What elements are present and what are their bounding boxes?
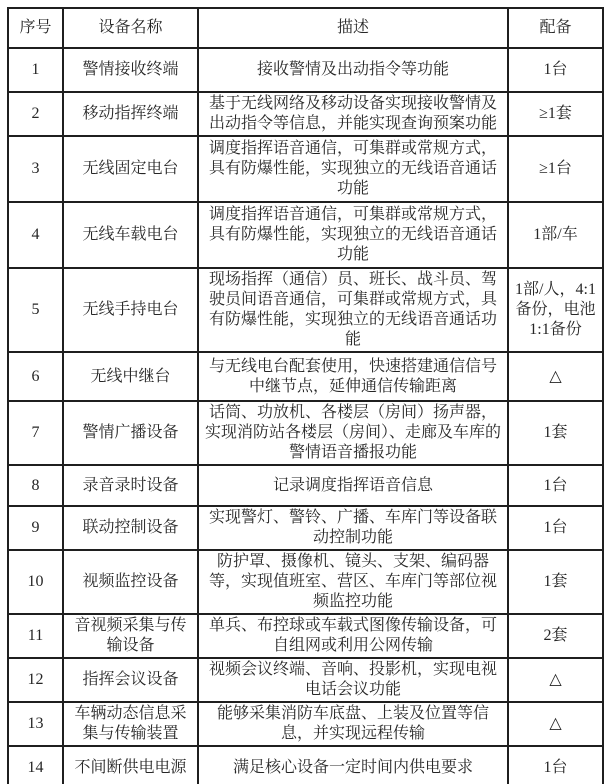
cell-qty: 2套 xyxy=(508,614,603,658)
cell-desc: 接收警情及出动指令等功能 xyxy=(198,48,508,92)
cell-no: 9 xyxy=(8,506,63,550)
header-name: 设备名称 xyxy=(63,8,198,48)
header-desc: 描述 xyxy=(198,8,508,48)
cell-desc: 单兵、布控球或车载式图像传输设备，可自组网或利用公网传输 xyxy=(198,614,508,658)
table-row xyxy=(8,352,603,401)
cell-desc: 防护罩、摄像机、镜头、支架、编码器等，实现值班室、营区、车库门等部位视频监控功能 xyxy=(198,550,508,614)
header-qty: 配备 xyxy=(508,8,603,48)
table-row xyxy=(8,401,603,465)
cell-qty: △ xyxy=(508,658,603,702)
cell-no: 4 xyxy=(8,202,63,268)
cell-name: 录音录时设备 xyxy=(63,465,198,506)
cell-name: 不间断供电电源 xyxy=(63,746,198,784)
cell-name: 警情广播设备 xyxy=(63,401,198,465)
cell-name: 音视频采集与传输设备 xyxy=(63,614,198,658)
cell-no: 7 xyxy=(8,401,63,465)
cell-no: 5 xyxy=(8,268,63,352)
table-row xyxy=(8,465,603,506)
cell-name: 移动指挥终端 xyxy=(63,92,198,136)
cell-no: 12 xyxy=(8,658,63,702)
cell-desc: 满足核心设备一定时间内供电要求 xyxy=(198,746,508,784)
table-row xyxy=(8,202,603,268)
cell-qty: 1套 xyxy=(508,550,603,614)
cell-no: 3 xyxy=(8,136,63,202)
cell-no: 6 xyxy=(8,352,63,401)
cell-no: 2 xyxy=(8,92,63,136)
cell-name: 车辆动态信息采集与传输装置 xyxy=(63,702,198,746)
cell-name: 无线固定电台 xyxy=(63,136,198,202)
cell-qty: 1部/车 xyxy=(508,202,603,268)
cell-desc: 调度指挥语音通信，可集群或常规方式，具有防爆性能，实现独立的无线语音通话功能 xyxy=(198,202,508,268)
cell-name: 视频监控设备 xyxy=(63,550,198,614)
table-row xyxy=(8,658,603,702)
cell-qty: 1部/人，4:1备份，电池1:1备份 xyxy=(508,268,603,352)
table-row xyxy=(8,506,603,550)
cell-desc: 与无线电台配套使用，快速搭建通信信号中继节点，延伸通信传输距离 xyxy=(198,352,508,401)
table-row xyxy=(8,136,603,202)
table-row xyxy=(8,268,603,352)
table-row xyxy=(8,550,603,614)
cell-qty: △ xyxy=(508,352,603,401)
cell-desc: 实现警灯、警铃、广播、车库门等设备联动控制功能 xyxy=(198,506,508,550)
cell-no: 1 xyxy=(8,48,63,92)
cell-desc: 现场指挥（通信）员、班长、战斗员、驾驶员间语音通信，可集群或常规方式，具有防爆性能，实现独立的无线语音通话功能 xyxy=(198,268,508,352)
table-row xyxy=(8,48,603,92)
cell-no: 14 xyxy=(8,746,63,784)
cell-qty: 1套 xyxy=(508,401,603,465)
equipment-table xyxy=(7,7,604,784)
cell-desc: 调度指挥语音通信，可集群或常规方式，具有防爆性能，实现独立的无线语音通话功能 xyxy=(198,136,508,202)
header-row xyxy=(8,8,603,48)
cell-name: 指挥会议设备 xyxy=(63,658,198,702)
table-row xyxy=(8,702,603,746)
header-no: 序号 xyxy=(8,8,63,48)
cell-qty: 1台 xyxy=(508,506,603,550)
cell-qty: 1台 xyxy=(508,465,603,506)
cell-no: 13 xyxy=(8,702,63,746)
cell-qty: △ xyxy=(508,702,603,746)
cell-desc: 能够采集消防车底盘、上装及位置等信息，并实现远程传输 xyxy=(198,702,508,746)
cell-desc: 话筒、功放机、各楼层（房间）扬声器，实现消防站各楼层（房间）、走廊及车库的警情语音播报功能 xyxy=(198,401,508,465)
table-row xyxy=(8,614,603,658)
cell-name: 无线手持电台 xyxy=(63,268,198,352)
cell-qty: 1台 xyxy=(508,48,603,92)
cell-name: 联动控制设备 xyxy=(63,506,198,550)
cell-desc: 视频会议终端、音响、投影机，实现电视电话会议功能 xyxy=(198,658,508,702)
cell-desc: 基于无线网络及移动设备实现接收警情及出动指令等信息，并能实现查询预案功能 xyxy=(198,92,508,136)
cell-qty: ≥1套 xyxy=(508,92,603,136)
cell-qty: 1台 xyxy=(508,746,603,784)
cell-no: 8 xyxy=(8,465,63,506)
cell-name: 无线车载电台 xyxy=(63,202,198,268)
cell-no: 10 xyxy=(8,550,63,614)
table-row xyxy=(8,746,603,784)
cell-name: 无线中继台 xyxy=(63,352,198,401)
cell-desc: 记录调度指挥语音信息 xyxy=(198,465,508,506)
cell-name: 警情接收终端 xyxy=(63,48,198,92)
cell-no: 11 xyxy=(8,614,63,658)
table-row xyxy=(8,92,603,136)
cell-qty: ≥1台 xyxy=(508,136,603,202)
